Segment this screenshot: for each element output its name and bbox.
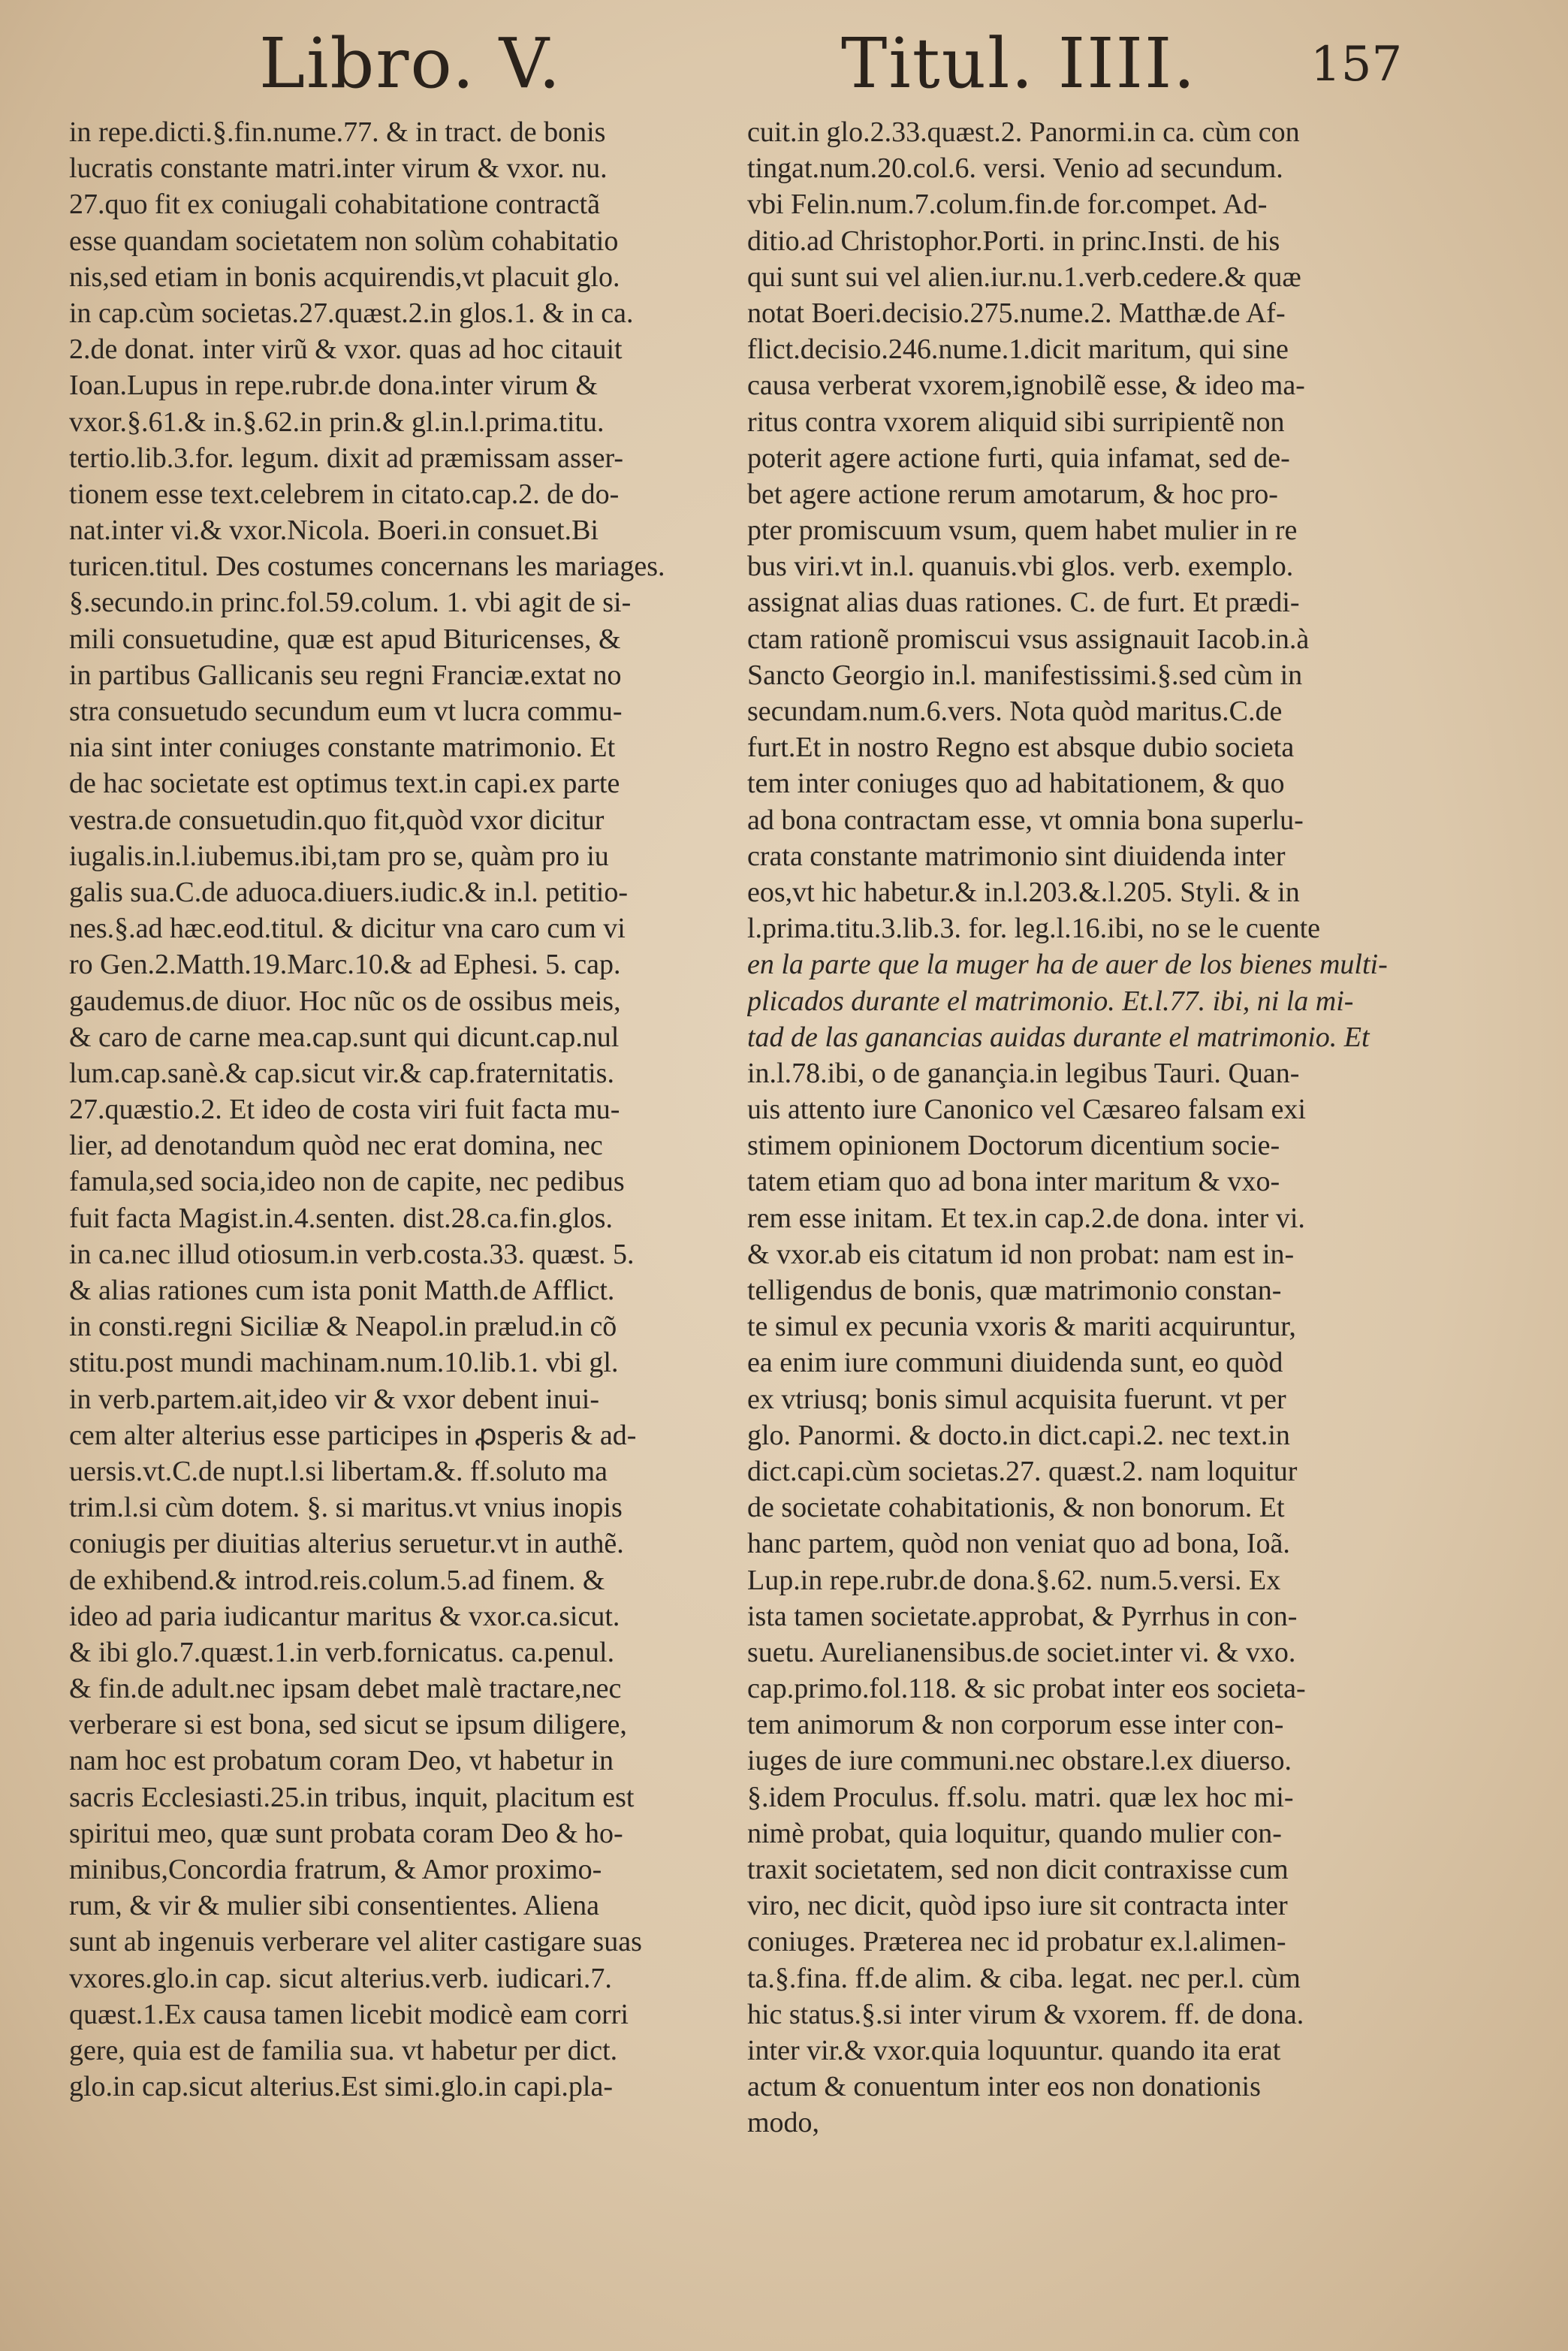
page-number: 157: [1310, 37, 1403, 92]
text-line: inter vir.& vxor.quia loquuntur. quando ita erat: [747, 2034, 1281, 2066]
text-line: iuges de iure communi.nec obstare.l.ex diuerso.: [747, 1745, 1292, 1777]
text-line: & vxor.ab eis citatum id non probat: nam est in-: [747, 1238, 1295, 1270]
text-line: flict.decisio.246.nume.1.dicit maritum, qui sine: [747, 333, 1289, 366]
text-line: stimem opinionem Doctorum dicentium socie-: [747, 1130, 1280, 1162]
text-line: hic status.§.si inter virum & vxorem. ff. de dona.: [747, 1998, 1304, 2030]
text-line: nam hoc est probatum coram Deo, vt habetur in: [69, 1745, 614, 1777]
text-line: plicados durante el matrimonio. Et.l.77. ibi, ni la mi-: [747, 985, 1354, 1017]
text-line: §.idem Proculus. ff.solu. matri. quæ lex hoc mi-: [747, 1781, 1294, 1813]
text-line: de hac societate est optimus text.in capi.ex parte: [69, 768, 620, 800]
text-line: quæst.1.Ex causa tamen licebit modicè eam corri: [69, 1998, 629, 2030]
text-line: Sancto Georgio in.l. manifestissimi.§.sed cùm in: [747, 659, 1303, 691]
text-line: 27.quo fit ex coniugali cohabitatione contractã: [69, 189, 600, 221]
text-line: esse quandam societatem non solùm cohabitatio: [69, 225, 619, 257]
text-line: iugalis.in.l.iubemus.ibi,tam pro se, quàm pro iu: [69, 840, 609, 872]
text-line: in verb.partem.ait,ideo vir & vxor debent inui-: [69, 1383, 599, 1415]
text-line: ex vtriusq; bonis simul acquisita fuerunt. vt per: [747, 1383, 1286, 1415]
text-line: ditio.ad Christophor.Porti. in princ.Insti. de his: [747, 225, 1280, 257]
text-line: pter promiscuum vsum, quem habet mulier in re: [747, 515, 1298, 547]
text-line: vbi Felin.num.7.colum.fin.de for.compet. Ad-: [747, 189, 1268, 221]
text-line: tionem esse text.celebrem in citato.cap.2. de do-: [69, 478, 620, 510]
text-line: actum & conuentum inter eos non donationis: [747, 2071, 1261, 2103]
text-line: ctam rationẽ promiscui vsus assignauit Iacob.in.à: [747, 623, 1310, 655]
running-head-book: Libro. V.: [259, 23, 562, 104]
text-line: rem esse initam. Et tex.in cap.2.de dona. inter vi.: [747, 1202, 1305, 1234]
text-line: en la parte que la muger ha de auer de los bienes multi-: [747, 949, 1388, 981]
text-line: vestra.de consuetudin.quo fit,quòd vxor dicitur: [69, 804, 605, 836]
text-line: ea enim iure communi diuidenda sunt, eo quòd: [747, 1347, 1283, 1379]
text-line: furt.Et in nostro Regno est absque dubio societa: [747, 732, 1295, 764]
text-line: coniugis per diuitias alterius seruetur.vt in authẽ.: [69, 1528, 624, 1560]
text-line: nia sint inter coniuges constante matrimonio. Et: [69, 732, 616, 764]
text-line: nimè probat, quia loquitur, quando mulier con-: [747, 1817, 1282, 1849]
text-line: stra consuetudo secundum eum vt lucra commu-: [69, 696, 623, 727]
text-line: tem inter coniuges quo ad habitationem, & quo: [747, 768, 1285, 800]
text-line: 2.de donat. inter virũ & vxor. quas ad hoc citauit: [69, 333, 623, 366]
text-line: qui sunt sui vel alien.iur.nu.1.verb.cedere.& quæ: [747, 261, 1301, 293]
text-line: & fin.de adult.nec ipsam debet malè tractare,nec: [69, 1673, 622, 1705]
text-line: glo. Panormi. & docto.in dict.capi.2. nec text.in: [747, 1419, 1290, 1451]
text-line: notat Boeri.decisio.275.nume.2. Matthæ.de Af-: [747, 297, 1286, 329]
left-text-column: [69, 114, 730, 2142]
text-line: cap.primo.fol.118. & sic probat inter eos societa-: [747, 1673, 1306, 1705]
text-line: in cap.cùm societas.27.quæst.2.in glos.1. & in ca.: [69, 297, 634, 329]
text-line: nis,sed etiam in bonis acquirendis,vt placuit glo.: [69, 261, 620, 293]
text-line: vxor.§.61.& in.§.62.in prin.& gl.in.l.prima.titu.: [69, 406, 605, 438]
text-line: traxit societatem, sed non dicit contraxisse cum: [747, 1854, 1289, 1885]
text-line: bus viri.vt in.l. quanuis.vbi glos. verb. exemplo.: [747, 551, 1294, 583]
text-line: de societate cohabitationis, & non bonorum. Et: [747, 1492, 1285, 1524]
text-line: coniuges. Præterea nec id probatur ex.l.alimen-: [747, 1926, 1286, 1958]
text-line: rum, & vir & mulier sibi consentientes. Aliena: [69, 1890, 600, 1922]
text-line: & alias rationes cum ista ponit Matth.de Afflict.: [69, 1275, 615, 1306]
running-head-title: Titul. IIII.: [841, 23, 1197, 104]
text-line: §.secundo.in princ.fol.59.colum. 1. vbi agit de si-: [69, 587, 632, 619]
text-line: uersis.vt.C.de nupt.l.si libertam.&. ff.soluto ma: [69, 1455, 608, 1487]
text-line: tad de las ganancias auidas durante el matrimonio. Et: [747, 1021, 1370, 1053]
text-line: in ca.nec illud otiosum.in verb.costa.33. quæst. 5.: [69, 1238, 635, 1270]
text-line: hanc partem, quòd non veniat quo ad bona, Ioã.: [747, 1528, 1290, 1560]
text-line: dict.capi.cùm societas.27. quæst.2. nam loquitur: [747, 1455, 1298, 1487]
text-line: stitu.post mundi machinam.num.10.lib.1. vbi gl.: [69, 1347, 619, 1379]
text-line: telligendus de bonis, quæ matrimonio constan-: [747, 1275, 1282, 1306]
page-header: [0, 23, 1568, 105]
text-line: ta.§.fina. ff.de alim. & ciba. legat. nec per.l. cùm: [747, 1962, 1301, 1994]
text-line: suetu. Aurelianensibus.de societ.inter vi. & vxo.: [747, 1636, 1296, 1668]
text-line: tem animorum & non corporum esse inter con-: [747, 1709, 1284, 1741]
text-line: & ibi glo.7.quæst.1.in verb.fornicatus. ca.penul.: [69, 1636, 615, 1668]
text-line: cem alter alterius esse participes in ꝓsperis & ad-: [69, 1419, 637, 1451]
text-line: sacris Ecclesiasti.25.in tribus, inquit, placitum est: [69, 1781, 635, 1813]
text-line: trim.l.si cùm dotem. §. si maritus.vt vnius inopis: [69, 1492, 623, 1524]
text-line: nes.§.ad hæc.eod.titul. & dicitur vna caro cum vi: [69, 913, 626, 945]
text-line: minibus,Concordia fratrum, & Amor proximo-: [69, 1854, 602, 1885]
text-line: de exhibend.& introd.reis.colum.5.ad finem. &: [69, 1564, 605, 1596]
text-line: fuit facta Magist.in.4.senten. dist.28.ca.fin.glos.: [69, 1202, 613, 1234]
text-line: assignat alias duas rationes. C. de furt. Et prædi-: [747, 587, 1300, 619]
text-line: & caro de carne mea.cap.sunt qui dicunt.cap.nul: [69, 1021, 620, 1053]
text-line: gaudemus.de diuor. Hoc nũc os de ossibus meis,: [69, 985, 621, 1017]
text-line: in consti.regni Siciliæ & Neapol.in prælud.in cõ: [69, 1311, 617, 1343]
text-line: eos,vt hic habetur.& in.l.203.&.l.205. Styli. & in: [747, 876, 1300, 908]
text-line: ad bona contractam esse, vt omnia bona superlu-: [747, 804, 1304, 836]
right-text-column: [747, 114, 1431, 2142]
text-line: lum.cap.sanè.& cap.sicut vir.& cap.fraternitatis.: [69, 1057, 614, 1089]
text-line: 27.quæstio.2. Et ideo de costa viri fuit facta mu-: [69, 1094, 620, 1126]
text-line: in partibus Gallicanis seu regni Franciæ.extat no: [69, 659, 622, 691]
text-line: l.prima.titu.3.lib.3. for. leg.l.16.ibi, no se le cuente: [747, 913, 1321, 945]
text-line: mili consuetudine, quæ est apud Bituricenses, &: [69, 623, 621, 655]
text-line: in repe.dicti.§.fin.nume.77. & in tract. de bonis: [69, 116, 606, 148]
text-line: cuit.in glo.2.33.quæst.2. Panormi.in ca. cùm con: [747, 116, 1300, 148]
text-line: ista tamen societate.approbat, & Pyrrhus in con-: [747, 1600, 1298, 1632]
text-line: viro, nec dicit, quòd ipso iure sit contracta inter: [747, 1890, 1288, 1922]
text-line: bet agere actione rerum amotarum, & hoc pro-: [747, 478, 1278, 510]
text-line: Ioan.Lupus in repe.rubr.de dona.inter virum &: [69, 370, 598, 402]
text-line: gere, quia est de familia sua. vt habetur per dict.: [69, 2034, 618, 2066]
text-line: turicen.titul. Des costumes concernans les mariages.: [69, 551, 665, 583]
text-line: uis attento iure Canonico vel Cæsareo falsam exi: [747, 1094, 1306, 1126]
text-line: verberare si est bona, sed sicut se ipsum diligere,: [69, 1709, 627, 1741]
text-line: poterit agere actione furti, quia infamat, sed de-: [747, 442, 1290, 474]
text-line: galis sua.C.de aduoca.diuers.iudic.& in.l. petitio-: [69, 876, 629, 908]
text-line: lier, ad denotandum quòd nec erat domina, nec: [69, 1130, 603, 1162]
text-line: te simul ex pecunia vxoris & mariti acquiruntur,: [747, 1311, 1296, 1343]
text-line: nat.inter vi.& vxor.Nicola. Boeri.in consuet.Bi: [69, 515, 599, 547]
text-line: Lup.in repe.rubr.de dona.§.62. num.5.versi. Ex: [747, 1564, 1281, 1596]
text-line: glo.in cap.sicut alterius.Est simi.glo.in capi.pla-: [69, 2071, 613, 2103]
text-line: ritus contra vxorem aliquid sibi surripientẽ non: [747, 406, 1285, 438]
text-line: causa verberat vxorem,ignobilẽ esse, & ideo ma-: [747, 370, 1305, 402]
text-line: crata constante matrimonio sint diuidenda inter: [747, 840, 1286, 872]
text-line: ro Gen.2.Matth.19.Marc.10.& ad Ephesi. 5. cap.: [69, 949, 621, 981]
text-line: spiritui meo, quæ sunt probata coram Deo & ho-: [69, 1817, 623, 1849]
text-line: tingat.num.20.col.6. versi. Venio ad secundum.: [747, 152, 1283, 185]
text-line: famula,sed socia,ideo non de capite, nec pedibus: [69, 1166, 625, 1198]
text-line: secundam.num.6.vers. Nota quòd maritus.C.de: [747, 696, 1283, 727]
text-line: sunt ab ingenuis verberare vel aliter castigare suas: [69, 1926, 642, 1958]
text-line: lucratis constante matri.inter virum & vxor. nu.: [69, 152, 608, 185]
text-line: in.l.78.ibi, o de ganançia.in legibus Tauri. Quan-: [747, 1057, 1300, 1089]
text-line: ideo ad paria iudicantur maritus & vxor.ca.sicut.: [69, 1600, 620, 1632]
text-line: vxores.glo.in cap. sicut alterius.verb. iudicari.7.: [69, 1962, 612, 1994]
text-line: tatem etiam quo ad bona inter maritum & vxo-: [747, 1166, 1280, 1198]
text-line: tertio.lib.3.for. legum. dixit ad præmissam asser-: [69, 442, 624, 474]
text-line: modo,: [747, 2107, 820, 2139]
